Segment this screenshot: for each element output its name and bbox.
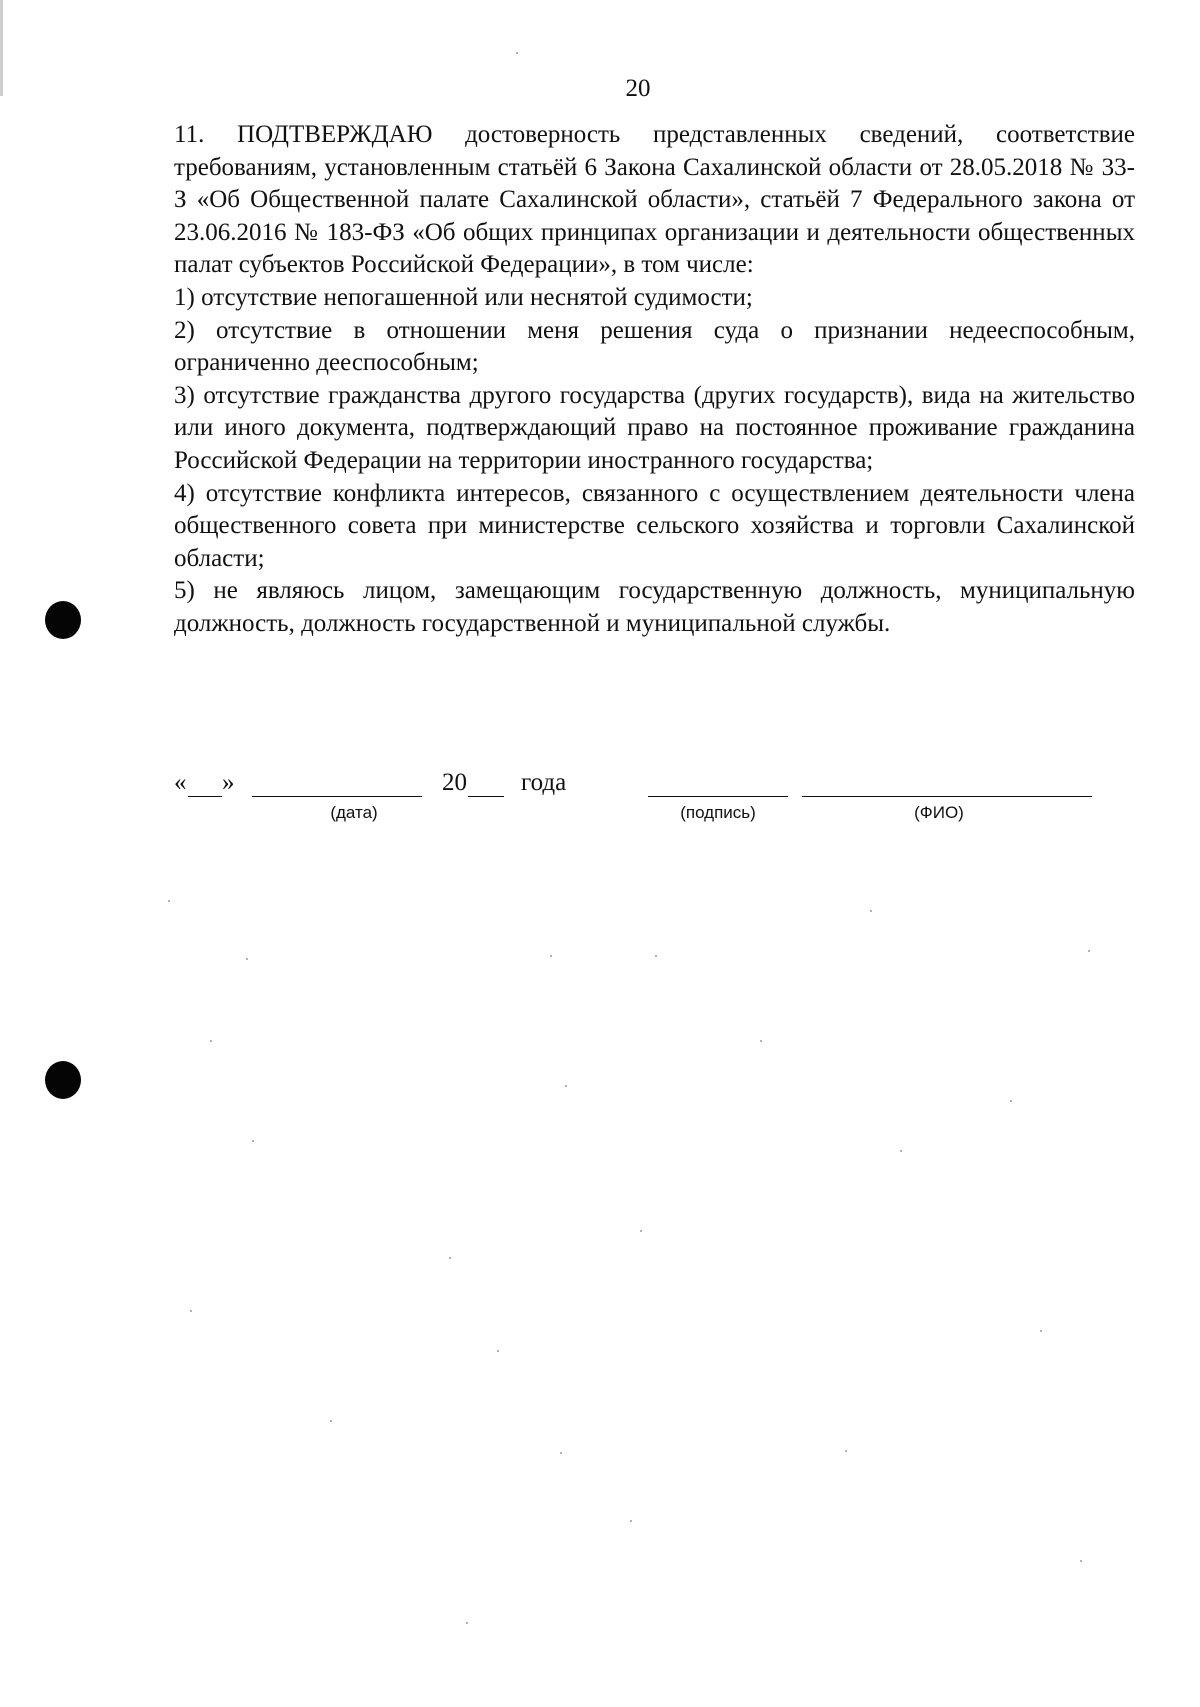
caption-date: (дата) <box>330 803 378 822</box>
scan-speck <box>655 955 657 957</box>
declaration-body <box>174 119 1135 641</box>
scan-speck <box>449 1257 451 1259</box>
scan-speck <box>497 1350 499 1352</box>
signature-block <box>174 768 1104 828</box>
scan-speck <box>1080 1560 1082 1562</box>
scan-speck <box>760 1040 762 1042</box>
scan-speck <box>330 1420 332 1422</box>
caption-name: (ФИО) <box>914 803 964 822</box>
day-blank-line <box>188 796 222 797</box>
scan-speck <box>630 1520 632 1522</box>
scan-speck <box>1010 1100 1012 1102</box>
name-blank-line <box>802 796 1092 797</box>
scan-speck <box>168 900 170 902</box>
list-item-3: 3) отсутствие гражданства другого государства (других государств), вида на жительство или иного документа, подтверждающий право на постоянное проживание гражданина Российской Федерации на территории иностранного государства; <box>174 381 1135 474</box>
caption-signature: (подпись) <box>680 803 756 822</box>
year-word: года <box>521 769 567 796</box>
scan-speck <box>640 1230 642 1232</box>
scan-speck <box>190 1310 192 1312</box>
list-item-5: 5) не являюсь лицом, замещающим государственную должность, муниципальную должность, должность государственной и муниципальной службы. <box>174 577 1135 637</box>
quote-open: « <box>174 769 187 796</box>
scan-speck <box>210 1040 212 1042</box>
declaration-intro: 11. ПОДТВЕРЖДАЮ достоверность представленных сведений, соответствие требованиям, установленным статьёй 6 Закона Сахалинской области от 28.05.2018 № 33-З «Об Общественной палате Сахалинской области», статьёй 7 Федерального закона от 23.06.2016 № 183-ФЗ «Об общих принципах организации и деятельности общественных палат субъектов Российской Федерации», в том числе: <box>174 121 1135 279</box>
punch-hole-lower <box>45 1061 81 1099</box>
scan-speck <box>252 1140 254 1142</box>
punch-hole-upper <box>45 601 81 639</box>
scan-speck <box>560 1452 562 1454</box>
year-blank-line <box>468 796 504 797</box>
quote-close: » <box>222 769 235 796</box>
scan-speck <box>466 1622 468 1624</box>
scan-speck <box>246 958 248 960</box>
date-blank-line <box>252 796 422 797</box>
scan-speck <box>870 910 872 912</box>
list-item-1: 1) отсутствие непогашенной или неснятой судимости; <box>174 283 753 311</box>
signature-blank-line <box>648 796 788 797</box>
scan-speck <box>550 955 552 957</box>
list-item-4: 4) отсутствие конфликта интересов, связанного с осуществлением деятельности члена общественного совета при министерстве сельского хозяйства и торговли Сахалинской области; <box>174 479 1135 572</box>
scan-speck <box>845 1450 847 1452</box>
scan-speck <box>1040 1330 1042 1332</box>
scan-speck <box>565 1085 567 1087</box>
page-number: 20 <box>625 75 651 102</box>
scan-speck <box>1088 950 1090 952</box>
scan-speck <box>516 52 518 54</box>
list-item-2: 2) отсутствие в отношении меня решения суда о признании недееспособным, ограниченно дееспособным; <box>174 316 1135 377</box>
year-prefix: 20 <box>442 769 467 796</box>
scan-speck <box>900 1150 902 1152</box>
